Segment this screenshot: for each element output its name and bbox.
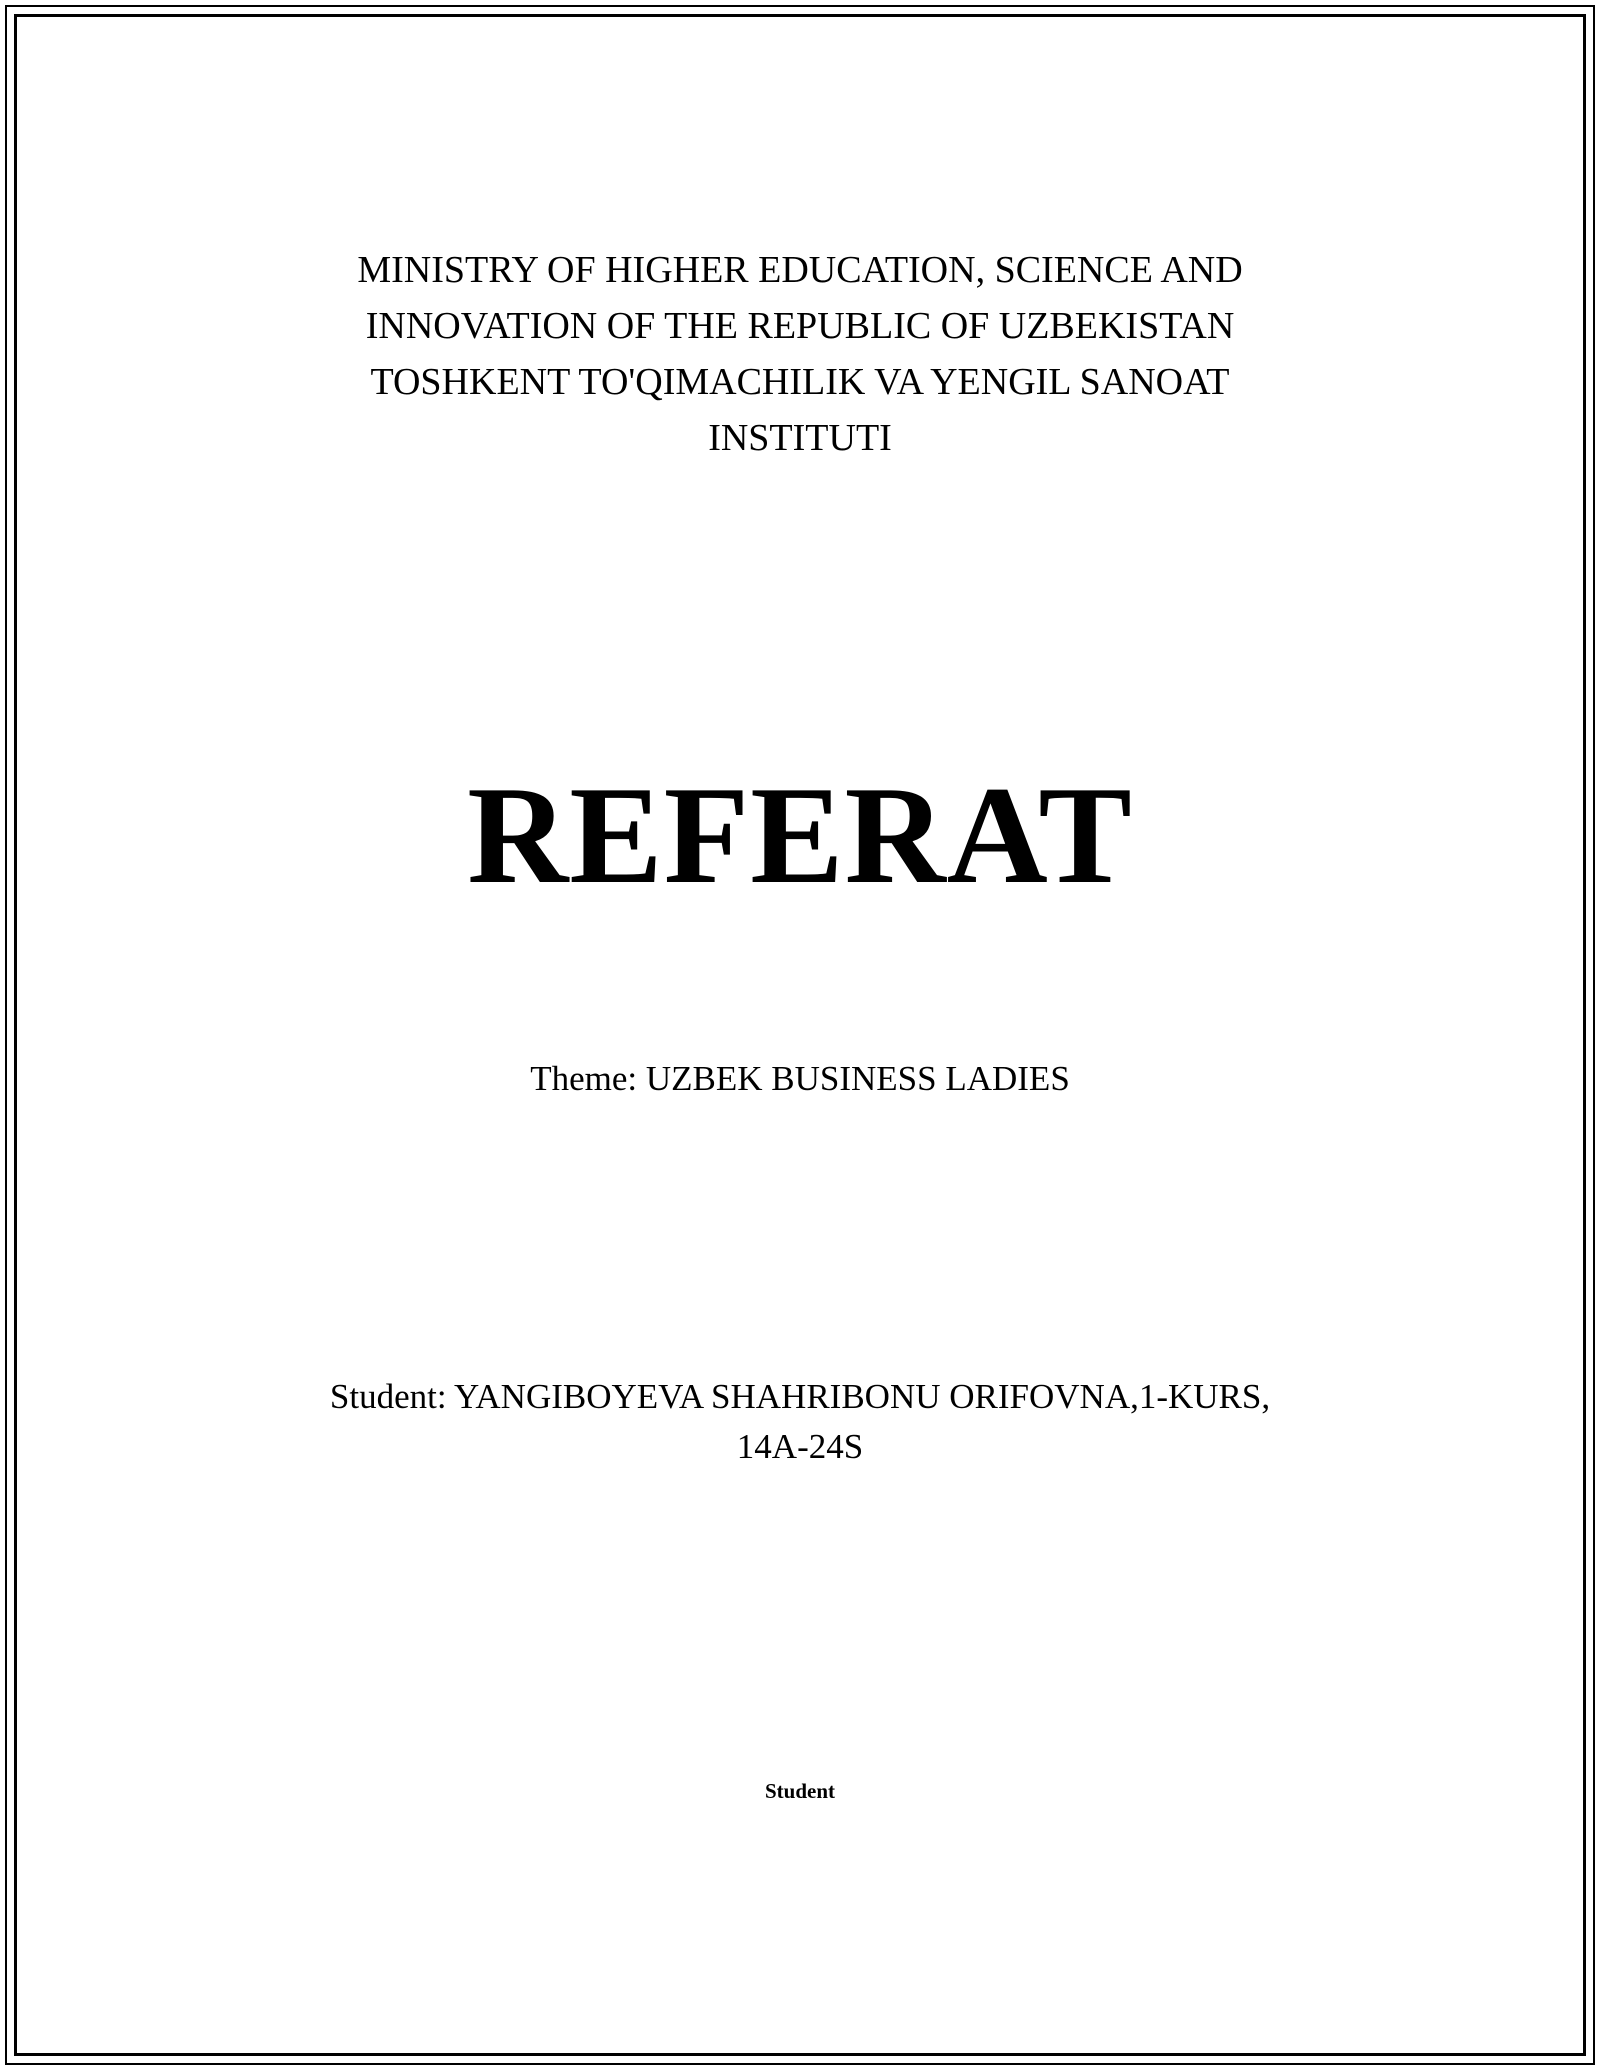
header-line: INNOVATION OF THE REPUBLIC OF UZBEKISTAN [365, 305, 1235, 347]
document-title: REFERAT [467, 758, 1133, 913]
institution-header [0, 242, 1600, 466]
student-line: 14A-24S [736, 1427, 864, 1466]
student-footer-label: Student [764, 1779, 836, 1803]
student-info [0, 1372, 1600, 1472]
student-line: Student: YANGIBOYEVA SHAHRIBONU ORIFOVNA,1-KURS, [329, 1377, 1271, 1416]
header-line: TOSHKENT TO'QIMACHILIK VA YENGIL SANOAT [370, 361, 1230, 403]
header-line: INSTITUTI [708, 417, 892, 459]
header-line: MINISTRY OF HIGHER EDUCATION, SCIENCE AND [357, 249, 1243, 291]
theme-line: Theme: UZBEK BUSINESS LADIES [530, 1059, 1070, 1098]
